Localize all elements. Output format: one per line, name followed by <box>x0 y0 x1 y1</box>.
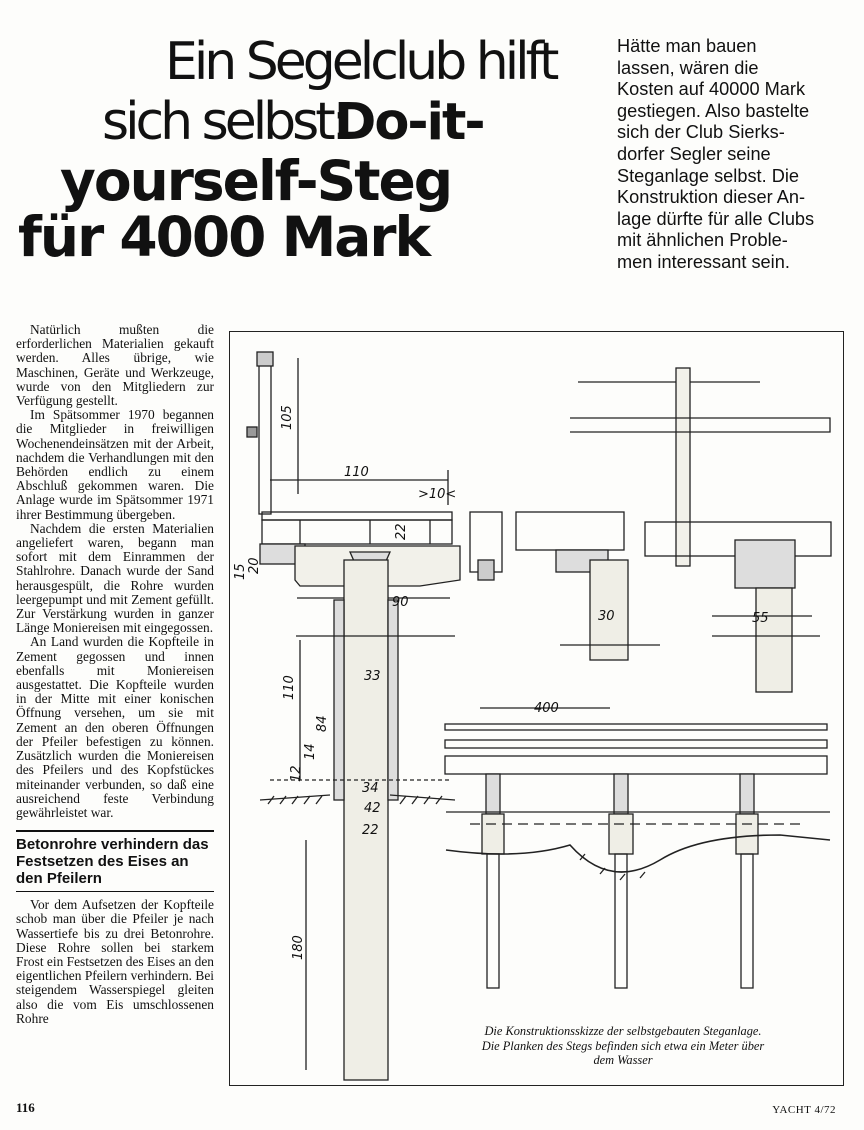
dim-label-110-left: 110 <box>282 675 297 700</box>
deck-line: gestiegen. Also bastelte <box>617 100 810 121</box>
deck-line: dorfer Segler seine <box>617 143 771 164</box>
pile <box>614 774 628 814</box>
dim-label-34: 34 <box>362 781 379 796</box>
pile <box>486 774 500 814</box>
deck-line: sich der Club Sierks- <box>617 122 785 143</box>
headline-line-2-bold: Do-it- <box>334 93 484 152</box>
deck-plank <box>262 512 452 520</box>
dim-label-33: 33 <box>364 669 381 684</box>
deck-line: lage dürfte für alle Clubs <box>617 208 815 229</box>
deck-line: Konstruktion dieser An- <box>617 187 806 208</box>
dim-label-10: >10< <box>418 487 457 502</box>
dim-label-22-top: 22 <box>394 523 409 540</box>
railing-post <box>259 354 271 514</box>
dim-label-84: 84 <box>315 715 330 732</box>
magazine-issue: YACHT 4/72 <box>772 1104 836 1116</box>
dim-label-30: 30 <box>598 609 615 624</box>
headline-line-4: für 4000 Mark <box>18 205 430 269</box>
dim-label-110-top: 110 <box>344 465 369 480</box>
dim-label-105: 105 <box>280 405 295 430</box>
deck-line: Hätte man bauen <box>617 36 757 56</box>
railing <box>445 724 827 730</box>
subheading: Betonrohre verhindern das Festsetzen des Eises an den Pfeilern <box>16 830 214 892</box>
body-paragraph: Natürlich mußten die erforderlichen Materialien gekauft werden. Alles übrige, wie Maschinen, Geräte und Werkzeuge, wurde von den Mitgliedern zur Verfügung gestellt. <box>16 322 214 409</box>
deck-line: Steganlage selbst. Die <box>617 165 799 186</box>
dim-label-20: 20 <box>247 557 262 574</box>
dim-label-22-bottom: 22 <box>362 823 379 838</box>
dim-label-55: 55 <box>752 611 769 626</box>
deck-line: mit ähnlichen Proble- <box>617 230 788 251</box>
dim-label-90: 90 <box>392 595 409 610</box>
pile <box>740 774 754 814</box>
figure-caption: Die Konstruktionsskizze der selbstgebauten Steganlage. Die Planken des Stegs befinden sich etwa ein Meter über dem Wasser <box>481 1024 765 1068</box>
page-number: 116 <box>16 1100 35 1115</box>
dim-label-400: 400 <box>534 701 559 716</box>
headline-line-1: Ein Segelclub hilft <box>165 32 556 92</box>
headline-line-3: yourself-Steg <box>60 149 452 213</box>
dim-label-15: 15 <box>233 563 248 580</box>
dim-label-14: 14 <box>303 743 318 760</box>
headline-line-2-light: sich selbst: <box>102 92 346 152</box>
dim-label-42: 42 <box>364 801 381 816</box>
deck-line: Kosten auf 40000 Mark <box>617 79 806 100</box>
body-paragraph: Nachdem die ersten Materialien angeliefert waren, begann man sofort mit dem Einrammen der Stahlrohre. Danach wurde der Sand herausgespült, die Rohre wurden leergepumpt und mit Zement gefüllt. Zur Verstärkung wurden in ganzer Länge Moniereisen mit eingegossen. <box>16 520 214 636</box>
body-paragraph: An Land wurden die Kopfteile in Zement gegossen und innen ebenfalls mit Moniereisen ausgestattet. Die Kopfteile wurden in der Mitte mit einer konischen Öffnung versehen, um sie mit Zement an den oberen Öffnungen der Pfeiler befestigen zu können. Zusätzlich wurden die Moniereisen des Pfeilers und des Kopfstückes miteinander verbunden, so daß eine ausreichend feste Verbindung gewährleistet war. <box>16 634 214 820</box>
dim-label-12: 12 <box>289 765 304 782</box>
pier-tube <box>344 560 388 1080</box>
body-paragraph: Im Spätsommer 1970 begannen die Mitglieder in freiwilligen Wochenendeinsätzen mit der Arbeit, nachdem die Verhandlungen mit den Behörden endlich zu einem Abschluß gekommen waren. Die Anlage wurde im Spätsommer 1971 ihrer Bestimmung übergeben. <box>16 407 214 522</box>
body-paragraph: Vor dem Aufsetzen der Kopfteile schob man über die Pfeiler je nach Wassertiefe bis zu drei Betonrohre. Diese Rohre sollen bei starkem Frost ein Festsetzen des Eises an den eigentlichen Pfeilern verhindern. Bei steigendem Wasserspiegel gleiten also die vom Eis umschlossenen Rohre <box>16 897 214 1026</box>
dim-label-180: 180 <box>291 935 306 960</box>
deck-line: men interessant sein. <box>617 251 790 272</box>
deck-line: lassen, wären die <box>617 57 759 78</box>
